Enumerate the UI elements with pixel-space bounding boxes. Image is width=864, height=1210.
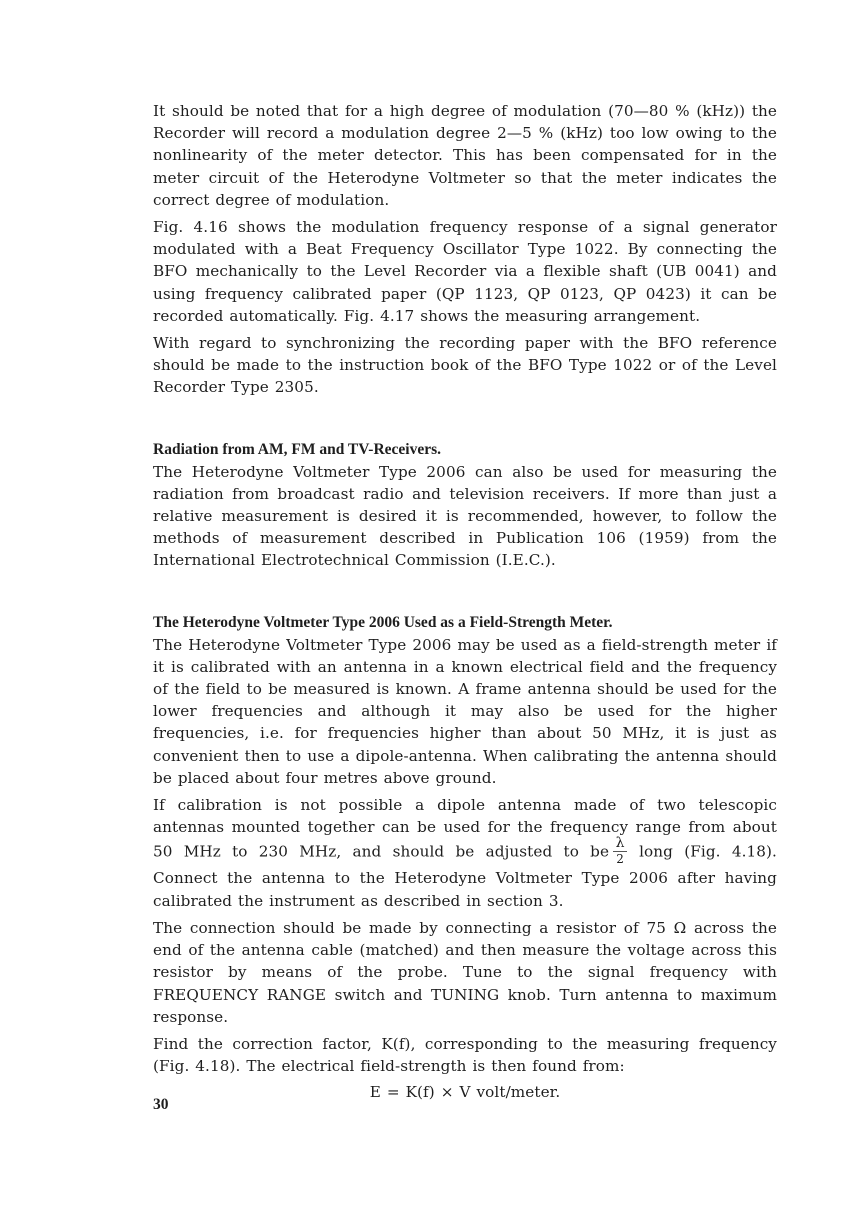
paragraph-text-before-fraction: If calibration is not possible a dipole antenna made of two telescopic antennas mounted together can be used for the frequency range from about 50 MHz to 230 MHz, and should be adjusted to be <box>153 796 777 861</box>
paragraph-field-strength-2 <box>153 794 777 912</box>
paragraph-text-after-fraction: long (Fig. 4.18). Connect the antenna to the Heterodyne Voltmeter Type 2006 after having calibrated the instrument as described in section 3. <box>153 842 777 910</box>
page-number: 30 <box>153 1096 169 1113</box>
paragraph-modulation-3: With regard to synchronizing the recording paper with the BFO reference should be made to the instruction book of the BFO Type 1022 or of the Level Recorder Type 2305. <box>153 334 777 397</box>
paragraph-modulation-2: Fig. 4.16 shows the modulation frequency response of a signal generator modulated with a Beat Frequency Oscillator Type 1022. By connecting the BFO mechanically to the Level Recorder via a flexible shaft (UB 0041) and using frequency calibrated paper (QP 1123, QP 0123, QP 0423) it can be recorded automatically. Fig. 4.17 shows the measuring arrangement. <box>153 218 777 325</box>
heading-field-strength: The Heterodyne Voltmeter Type 2006 Used as a Field-Strength Meter. <box>153 613 613 631</box>
field-strength-formula: E = K(f) × V volt/meter. <box>369 1083 561 1102</box>
section-spacer <box>153 399 777 439</box>
paragraph-modulation-1: It should be noted that for a high degree of modulation (70—80 % (kHz)) the Recorder will record a modulation degree 2—5 % (kHz) too low owing to the nonlinearity of the meter detector. This has been compensated for in the meter circuit of the Heterodyne Voltmeter so that the meter indicates the correct degree of modulation. <box>153 102 777 209</box>
paragraph-radiation-1: The Heterodyne Voltmeter Type 2006 can also be used for measuring the radiation from broadcast radio and television receivers. If more than just a relative measurement is desired it is recommended, however, to follow the methods of measurement described in Publication 106 (1959) from the International Electrotechnical Commission (I.E.C.). <box>153 462 777 570</box>
section-spacer <box>153 572 777 612</box>
paragraph-field-strength-3: The connection should be made by connecting a resistor of 75 Ω across the end of the antenna cable (matched) and then measure the voltage across this resistor by means of the probe. Tune to the signal frequency with FREQUENCY RANGE switch and TUNING knob. Turn antenna to maximum response. <box>153 918 777 1026</box>
paragraph-field-strength-4: Find the correction factor, K(f), corresponding to the measuring frequency (Fig. 4.18). The electrical field-strength is then found from: <box>153 1034 777 1076</box>
text-column <box>153 100 777 1104</box>
fraction-denominator: 2 <box>616 852 624 867</box>
paragraph-field-strength-1: The Heterodyne Voltmeter Type 2006 may be used as a field-strength meter if it is calibrated with an antenna in a known electrical field and the frequency of the field to be measured is known. A frame antenna should be used for the lower frequencies and although it may also be used for the higher frequencies, i.e. for frequencies higher than about 50 MHz, it is just as convenient then to use a dipole-antenna. When calibrating the antenna should be placed about four metres above ground. <box>153 635 777 787</box>
fraction-numerator: λ <box>615 835 625 852</box>
heading-radiation: Radiation from AM, FM and TV-Receivers. <box>153 440 442 458</box>
lambda-half-fraction <box>613 836 627 865</box>
